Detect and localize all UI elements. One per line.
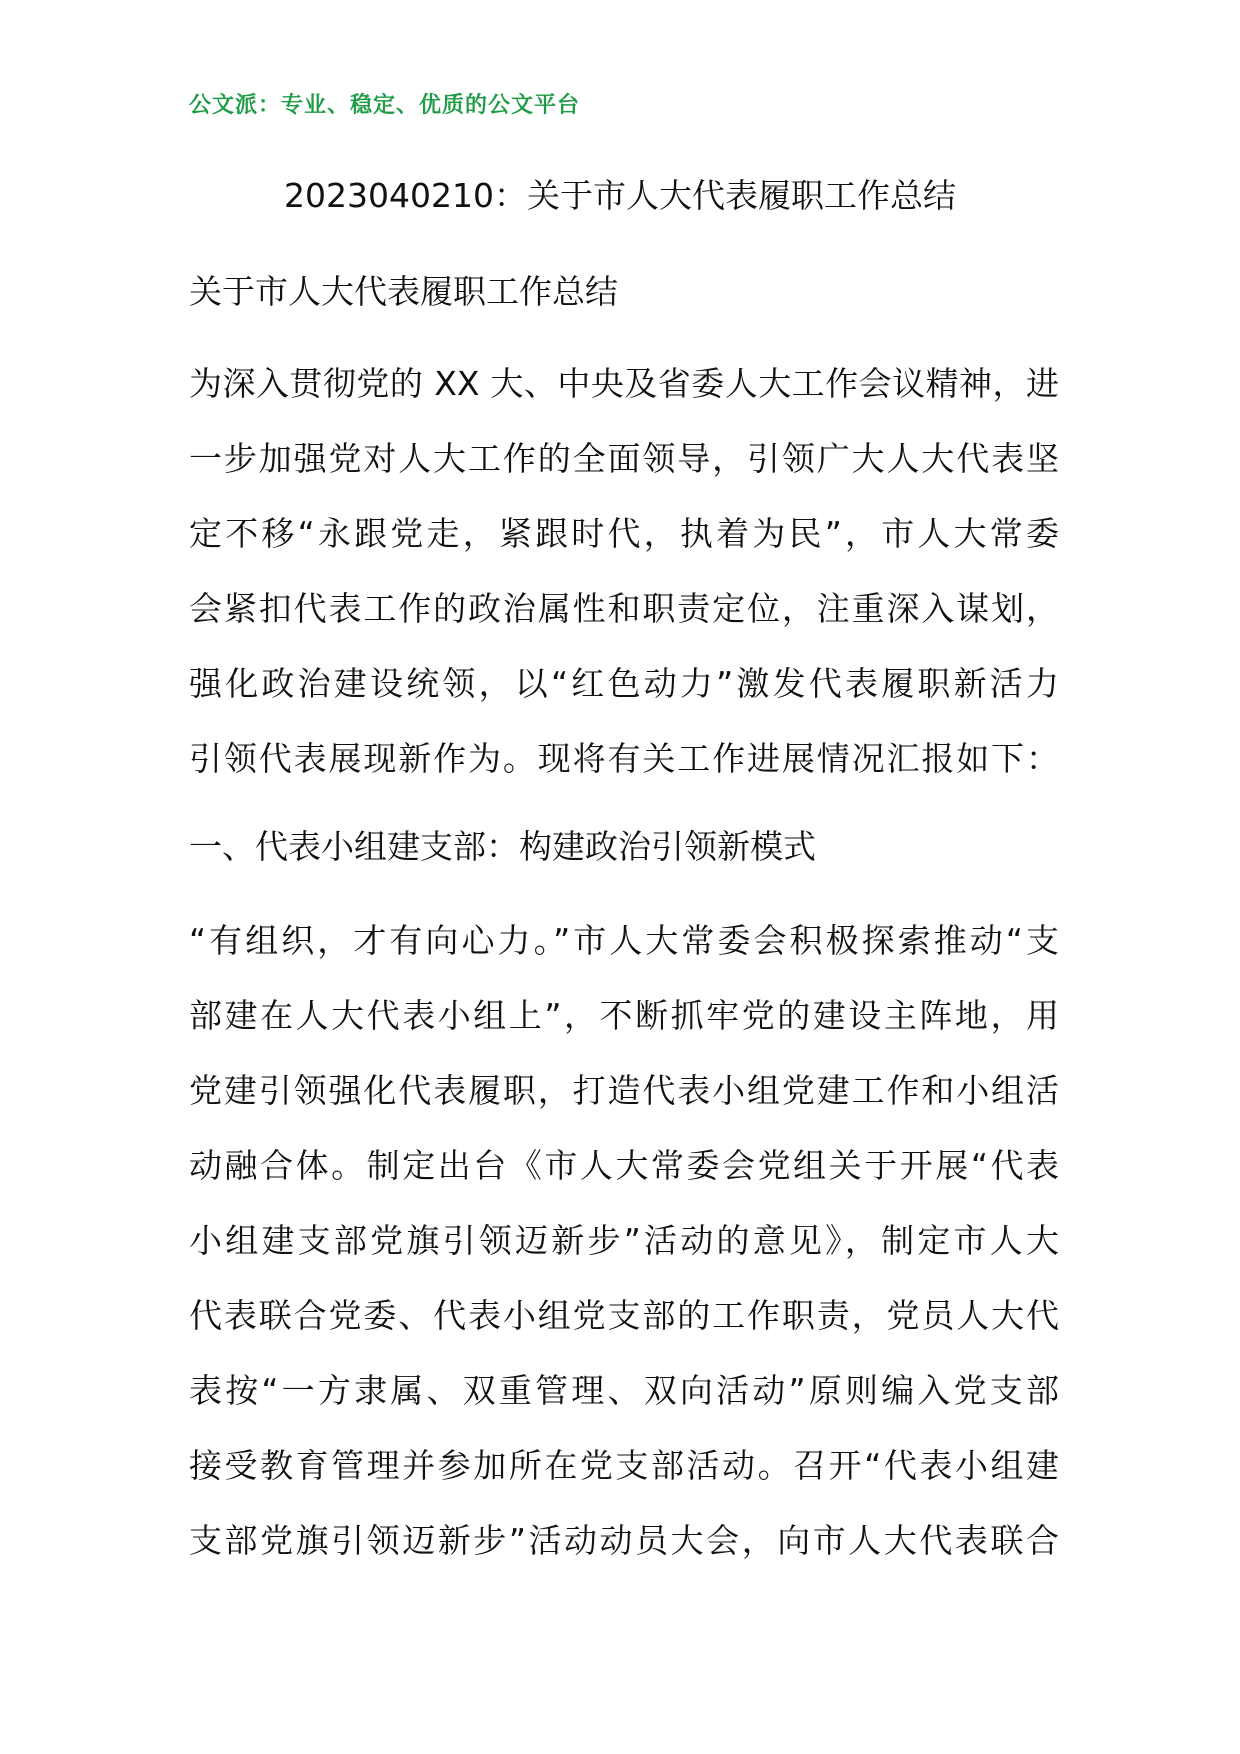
header-brand: 公文派：专业、稳定、优质的公文平台 [189,93,581,118]
section-heading-1: 一、代表小组建支部：构建政治引领新模式 [189,827,816,866]
paragraph-line: 党建引领强化代表履职，打造代表小组党建工作和小组活 [189,1071,1059,1110]
paragraph-line: “有组织，才有向心力。”市人大常委会积极探索推动“支 [189,921,1059,960]
paragraph-line: 支部党旗引领迈新步”活动动员大会，向市人大代表联合 [189,1521,1059,1560]
paragraph-line: 定不移“永跟党走，紧跟时代，执着为民”，市人大常委 [189,514,1059,553]
paragraph-line: 动融合体。制定出台《市人大常委会党组关于开展“代表 [189,1146,1059,1185]
paragraph-section-1 [189,903,1059,1578]
paragraph-line: 小组建支部党旗引领迈新步”活动的意见》，制定市人大 [189,1221,1059,1260]
paragraph-line: 一步加强党对人大工作的全面领导，引领广大人大代表坚 [189,439,1059,478]
paragraph-line: 代表联合党委、代表小组党支部的工作职责，党员人大代 [189,1296,1059,1335]
paragraph-line: 会紧扣代表工作的政治属性和职责定位，注重深入谋划， [189,589,1059,628]
paragraph-line: 引领代表展现新作为。现将有关工作进展情况汇报如下： [189,739,1059,778]
document-subtitle: 关于市人大代表履职工作总结 [189,272,618,311]
paragraph-line: 部建在人大代表小组上”，不断抓牢党的建设主阵地，用 [189,996,1059,1035]
document-title: 2023040210：关于市人大代表履职工作总结 [284,176,956,215]
paragraph-line: 为深入贯彻党的 XX 大、中央及省委人大工作会议精神，进 [189,364,1059,403]
paragraph-intro [189,346,1059,796]
paragraph-line: 强化政治建设统领，以“红色动力”激发代表履职新活力 [189,664,1059,703]
paragraph-line: 接受教育管理并参加所在党支部活动。召开“代表小组建 [189,1446,1059,1485]
paragraph-line: 表按“一方隶属、双重管理、双向活动”原则编入党支部 [189,1371,1059,1410]
